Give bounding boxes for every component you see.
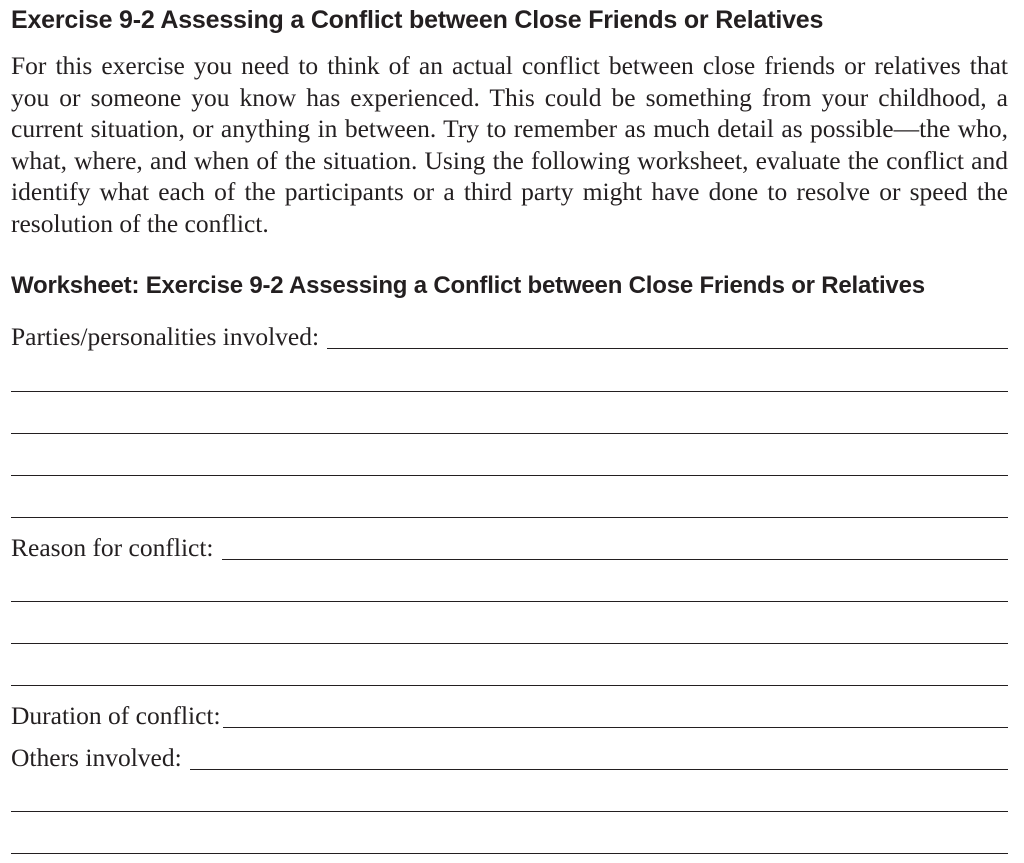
duration-answer-line[interactable] — [223, 727, 1008, 728]
reason-answer-line-3[interactable] — [11, 643, 1008, 644]
parties-label: Parties/personalities involved: — [11, 322, 320, 351]
parties-field — [11, 322, 1008, 352]
others-field — [11, 743, 1008, 773]
exercise-instructions: For this exercise you need to think of an actual conflict between close friends or relatives that you or someone you know has experienced. This could be something from your childhood, a current situation, or anything in between. Try to remember as much detail as possible—the who, what, where, and when of the situation. Using the following worksheet, evaluate the conflict and identify what each of the participants or a third party might have done to resolve or speed the resolution of the conflict. — [11, 51, 1008, 238]
parties-answer-line-4[interactable] — [11, 475, 1008, 476]
reason-answer-line[interactable] — [222, 559, 1008, 560]
others-answer-line-2[interactable] — [11, 811, 1008, 812]
others-label: Others involved: — [11, 743, 182, 772]
reason-label: Reason for conflict: — [11, 533, 214, 562]
others-answer-line-3[interactable] — [11, 853, 1008, 854]
worksheet-title: Worksheet: Exercise 9-2 Assessing a Conflict between Close Friends or Relatives — [11, 272, 925, 299]
reason-answer-line-2[interactable] — [11, 601, 1008, 602]
exercise-title: Exercise 9-2 Assessing a Conflict between Close Friends or Relatives — [11, 6, 824, 34]
others-answer-line[interactable] — [190, 769, 1008, 770]
reason-field — [11, 533, 1008, 563]
parties-answer-line-5[interactable] — [11, 517, 1008, 518]
parties-answer-line-3[interactable] — [11, 433, 1008, 434]
duration-field — [11, 701, 1008, 731]
duration-label: Duration of conflict: — [11, 701, 221, 730]
parties-answer-line[interactable] — [327, 348, 1008, 349]
parties-answer-line-2[interactable] — [11, 391, 1008, 392]
reason-answer-line-4[interactable] — [11, 685, 1008, 686]
